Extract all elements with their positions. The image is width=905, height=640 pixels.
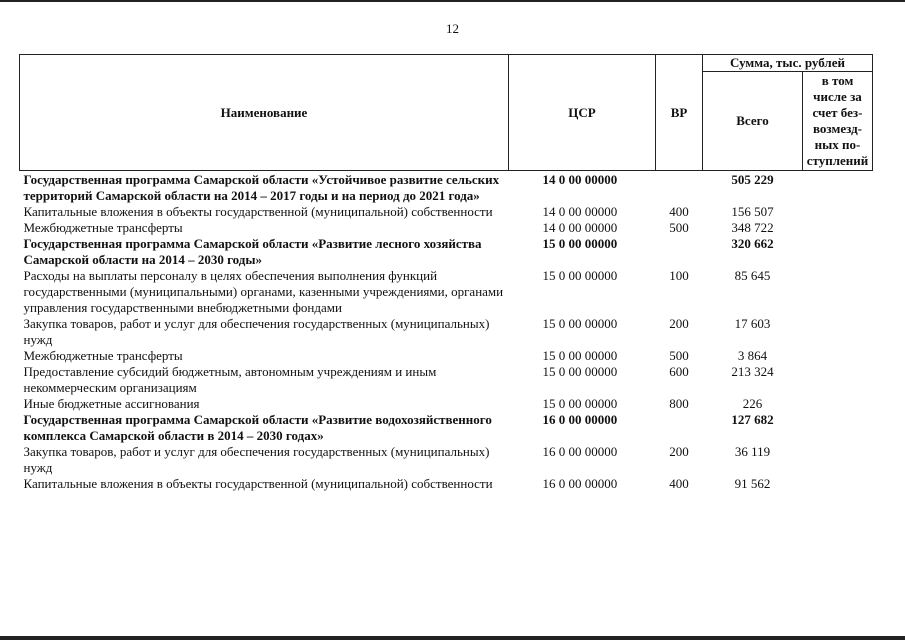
row-vr [656,171,703,205]
row-vr [656,412,703,444]
scan-edge-top [0,0,905,2]
row-csr: 15 0 00 00000 [542,268,618,283]
row-free [803,476,873,492]
row-total: 36 119 [734,444,771,459]
row-vr: 600 [669,364,689,379]
header-free-receipts: в том числе за счет без-возмезд-ных по-ступлений [803,72,873,171]
row-name: Межбюджетные трансферты [23,220,183,235]
row-csr: 15 0 00 00000 [542,348,618,363]
row-free [803,412,873,444]
row-vr: 100 [669,268,689,283]
row-total: 17 603 [734,316,771,331]
header-vr: ВР [656,55,703,171]
scan-edge-bottom [0,636,905,640]
header-total: Всего [703,72,803,171]
row-free [803,236,873,268]
row-total: 213 324 [731,364,774,379]
row-free [803,220,873,236]
row-csr: 16 0 00 00000 [542,412,618,427]
row-vr: 200 [669,444,689,459]
row-csr: 15 0 00 00000 [542,236,618,251]
row-csr: 15 0 00 00000 [542,316,618,331]
page-number: 12 [446,21,459,36]
row-name: Капитальные вложения в объекты государственной (муниципальной) собственности [23,476,493,491]
table-row [20,444,873,476]
table-row [20,268,873,316]
row-vr: 200 [669,316,689,331]
row-free [803,396,873,412]
table-row [20,396,873,412]
header-sum: Сумма, тыс. рублей [703,55,873,72]
row-vr: 500 [669,220,689,235]
row-csr: 15 0 00 00000 [542,396,618,411]
table-row [20,204,873,220]
row-vr: 400 [669,204,689,219]
row-csr: 16 0 00 00000 [542,444,618,459]
row-name: Межбюджетные трансферты [23,348,183,363]
table-row [20,364,873,396]
header-csr: ЦСР [509,55,656,171]
header-name: Наименование [20,55,509,171]
row-name: Расходы на выплаты персоналу в целях обеспечения выполнения функций государственными (муниципальными) органами, казенными учреждениями, органами управления государственными внебюджетными фондами [23,268,504,315]
table-header [20,55,873,171]
table-row [20,220,873,236]
row-csr: 16 0 00 00000 [542,476,618,491]
row-name: Иные бюджетные ассигнования [23,396,200,411]
row-csr: 15 0 00 00000 [542,364,618,379]
row-total: 85 645 [734,268,771,283]
row-name: Закупка товаров, работ и услуг для обеспечения государственных (муниципальных) нужд [23,444,490,475]
row-total: 91 562 [734,476,771,491]
row-name: Государственная программа Самарской области «Развитие водохозяйственного комплекса Самарской области в 2014 – 2030 годах» [23,412,492,443]
table-row [20,348,873,364]
row-free [803,316,873,348]
row-free [803,348,873,364]
row-name: Предоставление субсидий бюджетным, автономным учреждениям и иным некоммерческим организациям [23,364,437,395]
row-vr: 400 [669,476,689,491]
row-csr: 14 0 00 00000 [542,220,618,235]
row-total: 348 722 [731,220,774,235]
table-row [20,171,873,205]
row-free [803,268,873,316]
table-body [20,171,873,493]
row-free [803,444,873,476]
table-row [20,412,873,444]
row-csr: 14 0 00 00000 [542,172,618,187]
row-total: 127 682 [731,412,774,427]
row-free [803,364,873,396]
row-free [803,171,873,205]
row-name: Государственная программа Самарской области «Устойчивое развитие сельских территорий Самарской области на 2014 – 2017 годы и на период до 2021 года» [23,172,500,203]
row-total: 320 662 [731,236,774,251]
table-row [20,316,873,348]
table-row [20,476,873,492]
row-total: 156 507 [731,204,774,219]
table-row [20,236,873,268]
row-name: Капитальные вложения в объекты государственной (муниципальной) собственности [23,204,493,219]
row-free [803,204,873,220]
row-csr: 14 0 00 00000 [542,204,618,219]
row-name: Закупка товаров, работ и услуг для обеспечения государственных (муниципальных) нужд [23,316,490,347]
row-vr: 800 [669,396,689,411]
budget-table [19,54,873,492]
row-vr [656,236,703,268]
row-total: 226 [742,396,763,411]
row-total: 3 864 [737,348,768,363]
row-vr: 500 [669,348,689,363]
row-name: Государственная программа Самарской области «Развитие лесного хозяйства Самарской области на 2014 – 2030 годы» [23,236,482,267]
row-total: 505 229 [731,172,774,187]
